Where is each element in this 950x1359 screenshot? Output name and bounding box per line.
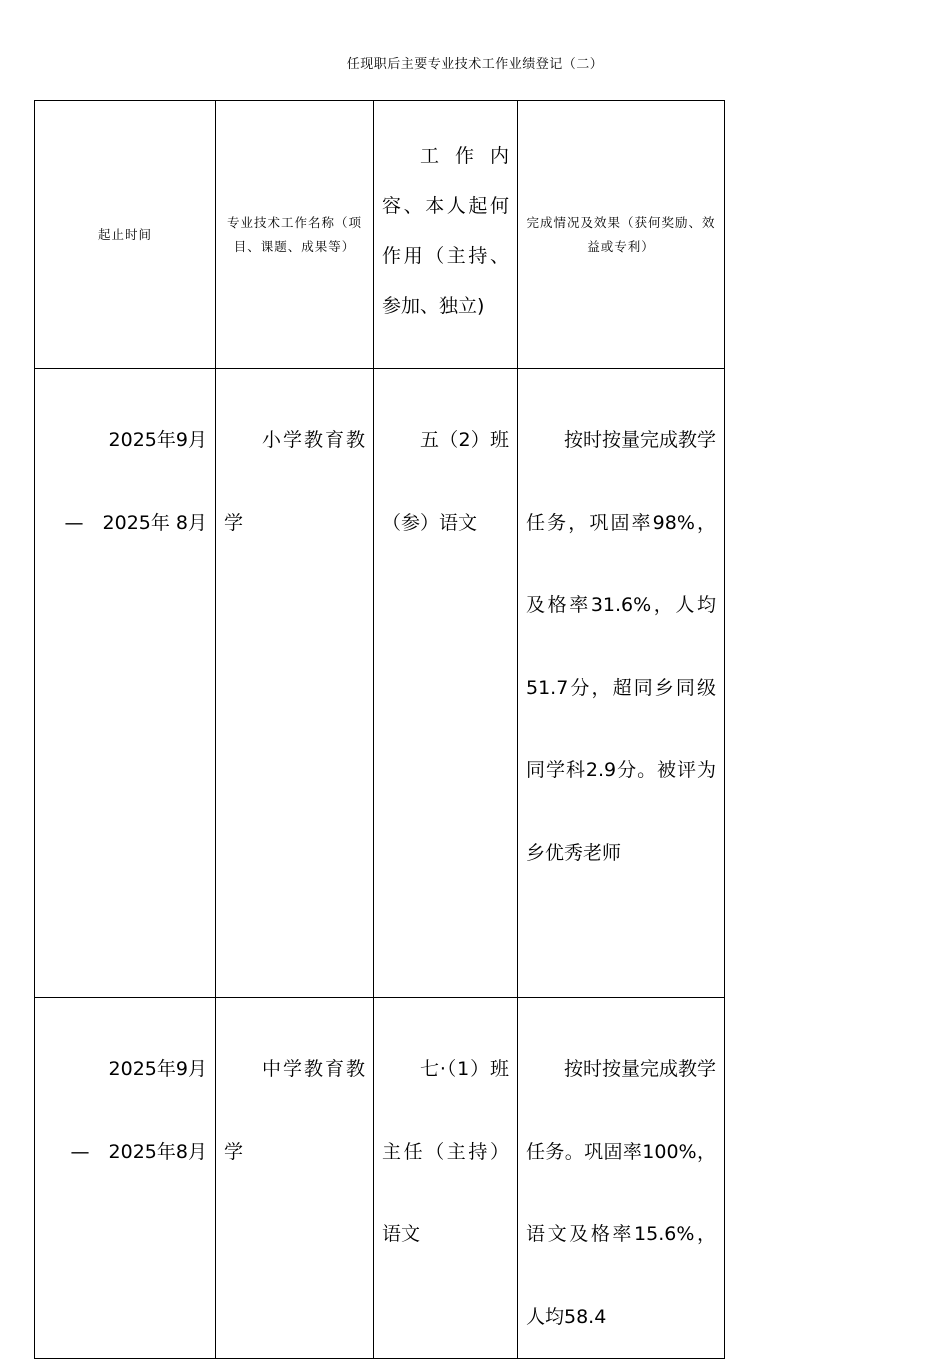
table-row <box>35 369 725 998</box>
header-content-text: 工作内容、本人起何作用（主持、参加、独立) <box>382 145 509 317</box>
result-cell <box>518 998 725 1359</box>
table-row <box>35 998 725 1359</box>
achievement-table <box>34 100 725 1359</box>
period-cell <box>35 369 216 998</box>
work-result: 按时按量完成教学任务。巩固率100%，语文及格率15.6%，人均58.4 <box>526 1058 717 1328</box>
name-cell <box>216 369 374 998</box>
work-content: 五（2）班（参）语文 <box>382 429 509 534</box>
name-cell <box>216 998 374 1359</box>
header-name: 专业技术工作名称（项目、课题、成果等） <box>216 101 374 369</box>
period-start: 2025年9月 <box>108 429 207 451</box>
project-name: 小学教育教学 <box>224 429 365 534</box>
header-period: 起止时间 <box>35 101 216 369</box>
header-content <box>374 101 518 369</box>
page-title: 任现职后主要专业技术工作业绩登记（二） <box>346 57 604 72</box>
content-cell <box>374 369 518 998</box>
period-start: 2025年9月 <box>108 1058 207 1080</box>
work-result: 按时按量完成教学任务，巩固率98%，及格率31.6%，人均51.7分，超同乡同级同学科2.9分。被评为乡优秀老师 <box>526 429 717 864</box>
content-cell <box>374 998 518 1359</box>
period-cell <box>35 998 216 1359</box>
project-name: 中学教育教学 <box>224 1058 365 1163</box>
result-cell <box>518 369 725 998</box>
header-row <box>35 101 725 369</box>
period-end: — 2025年8月 <box>70 1140 207 1163</box>
period-end: — 2025年 8月 <box>64 511 207 534</box>
work-content: 七·（1）班主任（主持）语文 <box>382 1058 509 1245</box>
header-result: 完成情况及效果（获何奖励、效益或专利） <box>518 101 725 369</box>
